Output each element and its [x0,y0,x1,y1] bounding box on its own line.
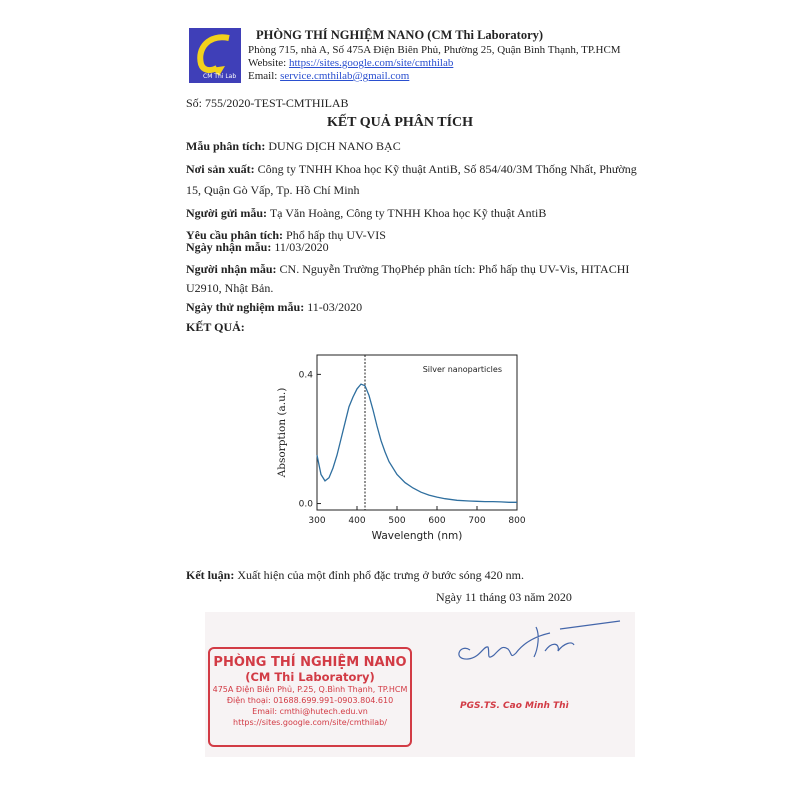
field-label: Mẫu phân tích: [186,139,266,153]
x-tick-label: 500 [388,516,406,526]
email-link[interactable]: service.cmthilab@gmail.com [280,70,410,82]
field-producer-cont: 15, Quận Gò Vấp, Tp. Hồ Chí Minh [186,183,360,197]
field-receiver [186,262,629,277]
doc-number: Số: 755/2020-TEST-CMTHILAB [186,96,349,110]
logo-text: CM Thi Lab [203,73,237,80]
lab-stamp [208,647,412,747]
field-label: Người gửi mẫu: [186,206,268,220]
field-value: 11/03/2020 [271,240,329,254]
stamp-line: (CM Thi Laboratory) [245,670,375,684]
y-tick-label: 0.0 [298,499,313,510]
field-label: Người nhận mẫu: [186,262,277,276]
uv-vis-chart [270,345,530,550]
signing-date: Ngày 11 tháng 03 năm 2020 [436,590,572,604]
field-producer [186,162,637,177]
lab-title: PHÒNG THÍ NGHIỆM NANO (CM Thi Laboratory) [256,28,544,42]
conclusion-label: Kết luận: [186,568,235,582]
website-label: Website: [248,57,289,69]
field-label: Nơi sản xuất: [186,162,255,176]
field-sender [186,206,546,221]
y-tick-label: 0.4 [298,370,313,381]
stamp-line: https://sites.google.com/site/cmthilab/ [233,718,387,727]
lab-address: Phòng 715, nhà A, Số 475A Điện Biên Phủ, Phường 25, Quận Bình Thạnh, TP.HCM [248,44,621,56]
field-value: Phổ hấp thụ UV-VIS [283,228,386,242]
field-test-date [186,300,362,315]
legend-label: Silver nanoparticles [422,365,502,374]
x-tick-label: 300 [308,516,326,526]
lab-website-row [248,57,453,69]
signer-name: PGS.TS. Cao Minh Thì [460,701,569,711]
series-line-silver-nanoparticles [317,384,517,502]
field-label: Yêu cầu phân tích: [186,228,284,242]
x-tick-label: 700 [468,516,486,526]
y-axis-label: Absorption (a.u.) [276,387,288,478]
lab-logo [189,28,241,83]
x-tick-label: 600 [428,516,446,526]
result-heading [186,320,245,335]
page-title: KẾT QUẢ PHÂN TÍCH [326,115,474,130]
field-value: 11-03/2020 [304,300,363,314]
x-axis-label: Wavelength (nm) [371,530,463,542]
field-receiver-cont: U2910, Nhật Bản. [186,281,274,295]
field-value: DUNG DỊCH NANO BẠC [265,139,401,153]
website-link[interactable]: https://sites.google.com/site/cmthilab [288,57,454,69]
signature-image [440,615,635,675]
field-received-date [186,240,329,255]
x-tick-label: 800 [508,516,526,526]
conclusion [186,568,524,583]
email-label: Email: [248,70,281,82]
field-sample [186,139,401,154]
lab-logo-mark [189,28,241,83]
x-tick-label: 400 [348,516,366,526]
field-value: CN. Nguyễn Trường ThọPhép phân tích: Phổ hấp thụ UV-Vis, HITACHI [276,262,630,276]
plot-frame [317,355,517,510]
stamp-line: 475A Điện Biên Phủ, P.25, Q.Bình Thạnh, TP.HCM [212,685,408,694]
field-value: Công ty TNHH Khoa học Kỹ thuật AntiB, Số 854/40/3M Thống Nhất, Phường [254,162,637,176]
field-label: KẾT QUẢ: [186,320,245,334]
stamp-line: Email: cmthi@hutech.edu.vn [252,707,368,716]
stamp-line: Điện thoại: 01688.699.991-0903.804.610 [226,696,394,705]
lab-email-row [248,70,409,82]
field-label: Ngày thử nghiệm mẫu: [186,300,305,314]
field-value: Tạ Văn Hoàng, Công ty TNHH Khoa học Kỹ thuật AntiB [267,206,547,220]
field-label: Ngày nhận mẫu: [186,240,272,254]
conclusion-text: Xuất hiện của một đỉnh phổ đặc trưng ở bước sóng 420 nm. [234,568,524,582]
stamp-line: PHÒNG THÍ NGHIỆM NANO [213,655,407,670]
